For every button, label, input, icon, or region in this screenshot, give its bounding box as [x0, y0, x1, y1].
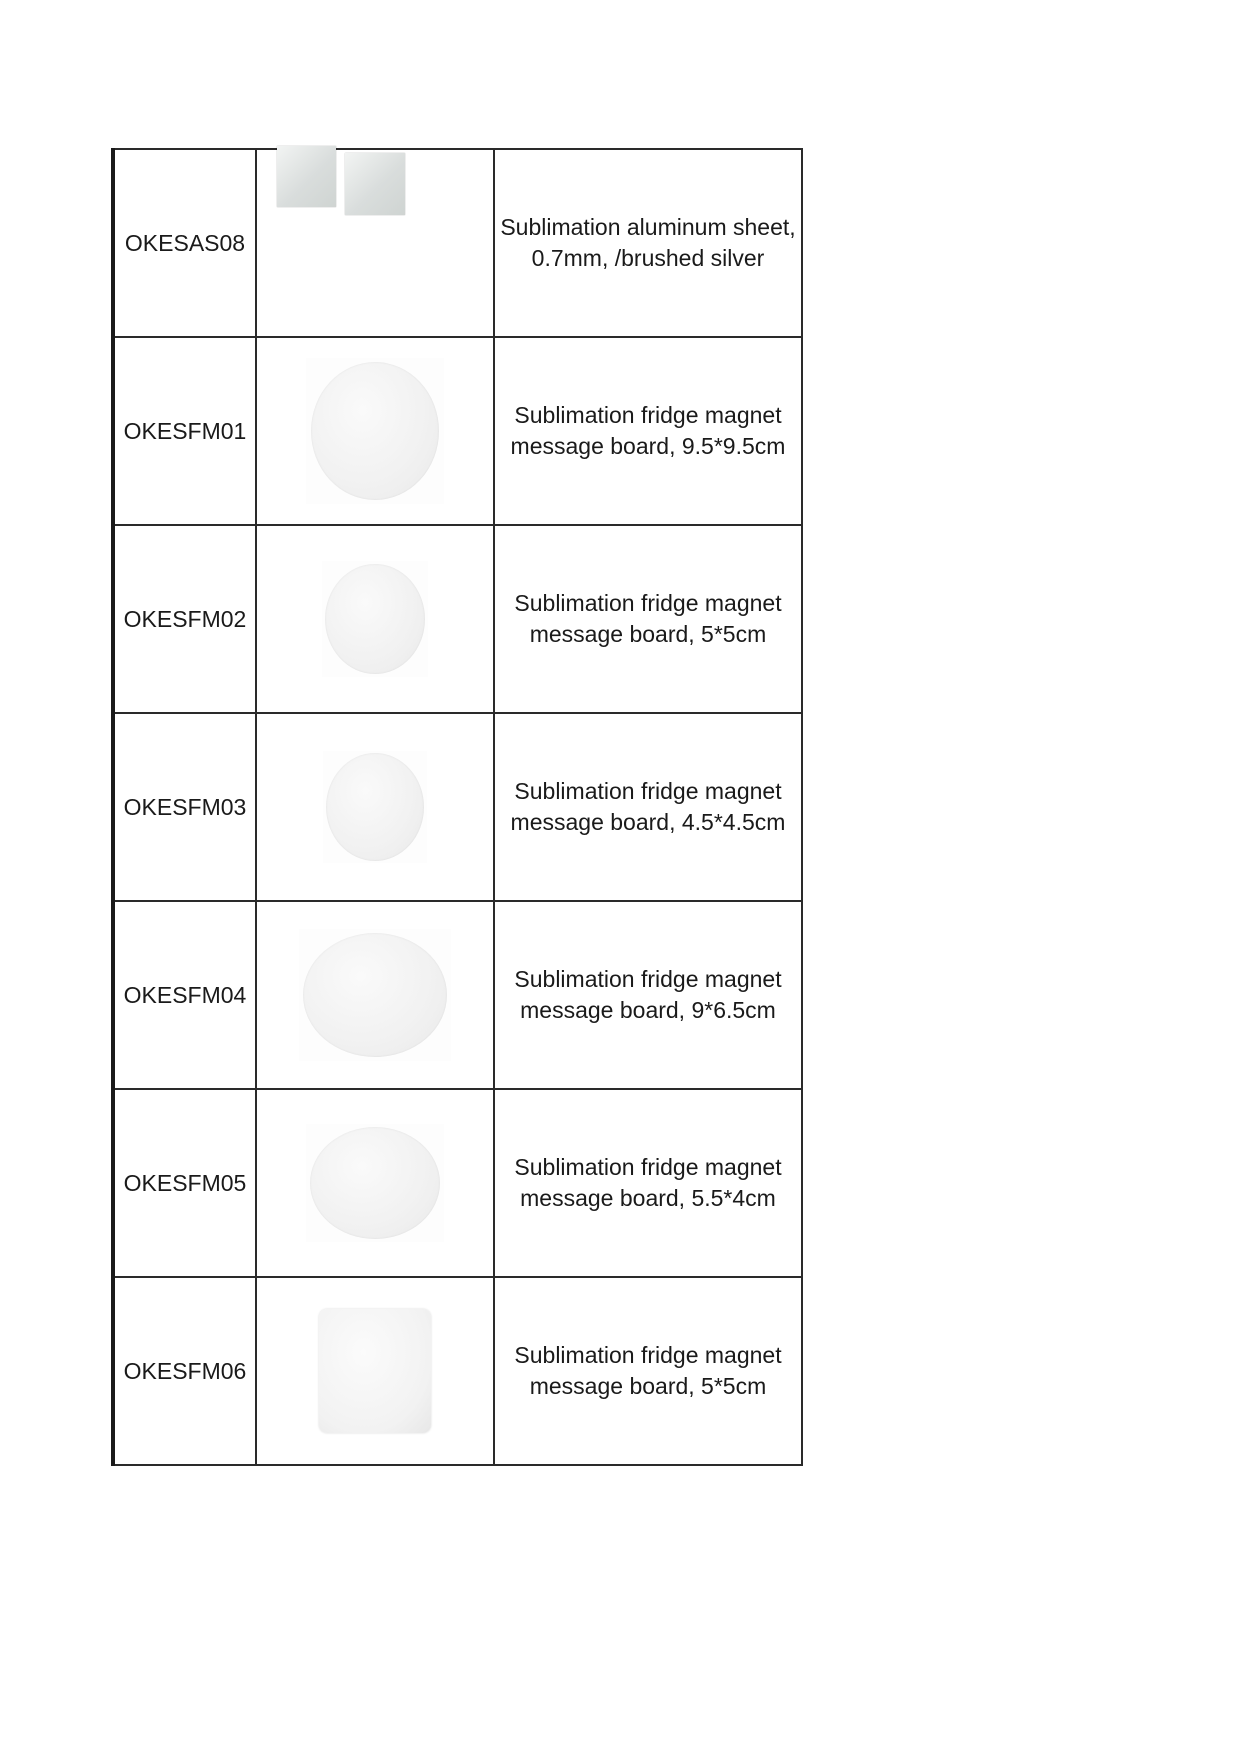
table-row — [113, 1277, 802, 1465]
product-description: Sublimation fridge magnet message board, 5*5cm — [494, 1277, 802, 1465]
product-code: OKESFM03 — [113, 713, 256, 901]
product-image-cell — [256, 1089, 494, 1277]
product-code: OKESFM04 — [113, 901, 256, 1089]
round-board — [325, 564, 425, 674]
table-row — [113, 901, 802, 1089]
product-image-cell — [256, 901, 494, 1089]
aluminum-sheet-front — [277, 146, 336, 207]
product-catalog-table — [111, 148, 803, 1466]
product-image-cell — [256, 1277, 494, 1465]
product-image-cell — [256, 713, 494, 901]
table-row — [113, 713, 802, 901]
product-description: Sublimation fridge magnet message board, 4.5*4.5cm — [494, 713, 802, 901]
product-description: Sublimation fridge magnet message board, 5.5*4cm — [494, 1089, 802, 1277]
table-row — [113, 1089, 802, 1277]
oval-board-image — [306, 1124, 444, 1242]
product-image-cell — [256, 337, 494, 525]
product-image-cell — [256, 525, 494, 713]
product-code: OKESFM02 — [113, 525, 256, 713]
oval-board — [310, 1127, 440, 1239]
table-row — [113, 525, 802, 713]
square-board — [319, 1309, 431, 1433]
table-row — [113, 337, 802, 525]
product-code: OKESAS08 — [113, 149, 256, 337]
round-board-image — [306, 358, 444, 504]
oval-board-image — [299, 929, 451, 1061]
product-code: OKESFM06 — [113, 1277, 256, 1465]
round-board — [311, 362, 439, 500]
product-description: Sublimation aluminum sheet, 0.7mm, /brushed silver — [494, 149, 802, 337]
round-board — [326, 753, 424, 861]
product-code: OKESFM01 — [113, 337, 256, 525]
oval-board — [303, 933, 447, 1057]
square-board-image — [319, 1309, 431, 1433]
product-description: Sublimation fridge magnet message board, 5*5cm — [494, 525, 802, 713]
product-image-cell — [256, 149, 494, 337]
round-board-image — [322, 561, 428, 677]
product-description: Sublimation fridge magnet message board, 9*6.5cm — [494, 901, 802, 1089]
aluminum-sheet-back — [345, 153, 405, 215]
product-description: Sublimation fridge magnet message board, 9.5*9.5cm — [494, 337, 802, 525]
product-code: OKESFM05 — [113, 1089, 256, 1277]
round-board-image — [323, 751, 427, 863]
table-row — [113, 149, 802, 337]
